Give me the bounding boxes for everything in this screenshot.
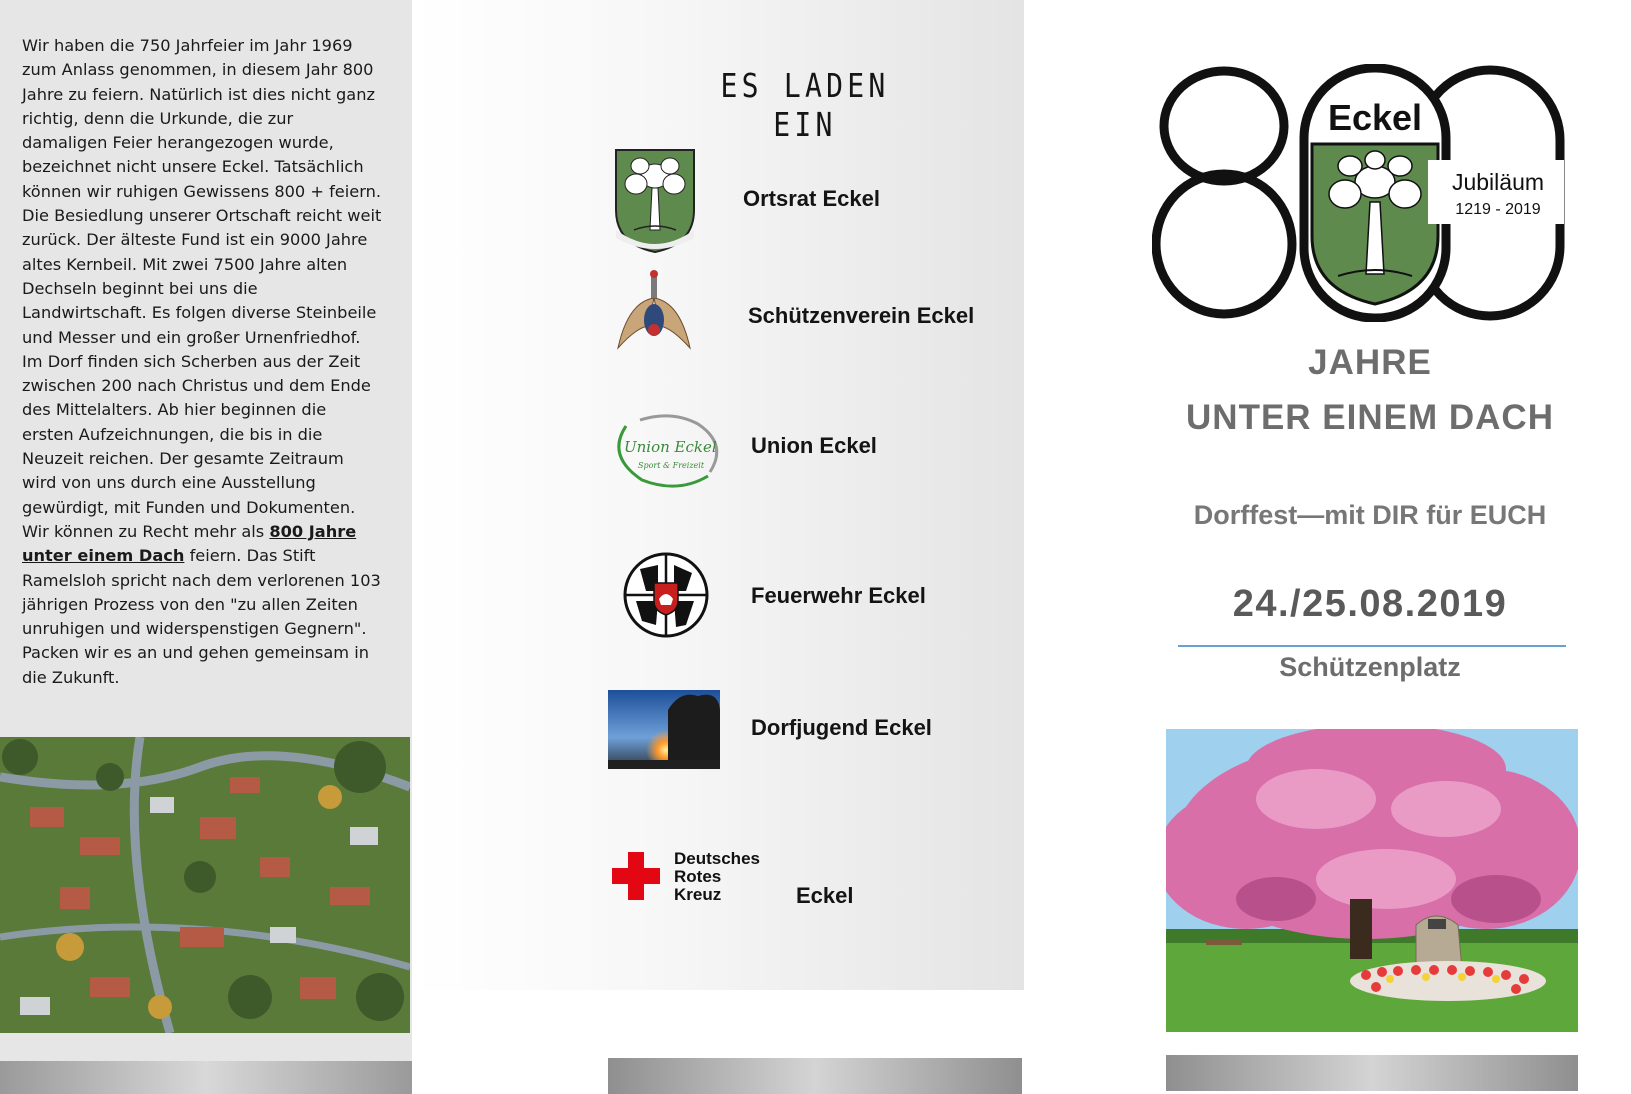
org-name-schuetzenverein: Schützenverein Eckel: [748, 303, 975, 328]
logo-village-name: Eckel: [1327, 97, 1423, 138]
history-intro: Wir haben die 750 Jahrfeier im Jahr 1969 zum Anlass genommen, in diesem Jahr 800 Jahre zu feiern. Natürlich ist dies nicht ganz richtig, denn die Urkunde, die zur damaligen Feier herangezogen wurde, bezeichnet nicht unsere Eckel. Tatsächlich können wir ruhigen Gewissens 800 + feiern. Die Besiedlung unserer Ortschaft reicht weit zurück. Der älteste Fund ist ein 9000 Jahre altes Kernbeil. Mit zwei 7500 Jahre alten Dechseln beginnt bei uns die Landwirtschaft. Es folgen diverse Steinbeile und Messer und ein großer Urnenfriedhof. Im Dorf finden sich Scherben aus der Zeit zwischen 200 nach Christus und dem Ende des Mittelalters. Ab hier beginnen die ersten Aufzeichnungen, die bis in die Neuzeit reichen. Der gesamte Zeitraum wird von uns durch eine Ausstellung gewürdigt, mit Funden und Dokumenten. Wir können zu Recht mehr als: [22, 36, 382, 541]
fire-brigade-emblem-icon: [622, 551, 710, 639]
logo-years: 1219 - 2019: [1455, 201, 1541, 218]
headline-unter-einem-dach: UNTER EINEM DACH: [1186, 398, 1554, 437]
org-name-dorfjugend: Dorfjugend Eckel: [751, 715, 932, 740]
event-subtitle: Dorffest—mit DIR für EUCH: [1193, 500, 1547, 530]
history-text: [22, 34, 382, 690]
history-closing: Packen wir es an und gehen gemeinsam in die Zukunft.: [22, 643, 369, 687]
drk-line-deutsches: Deutsches: [674, 849, 760, 868]
left-panel: [0, 0, 412, 1094]
aerial-village-photo: [0, 737, 410, 1033]
union-eckel-logo: [612, 410, 724, 488]
red-cross-logo: [612, 846, 772, 908]
invite-title: ES LADEN EIN: [720, 66, 890, 144]
history-highlight: 800 Jahre unter einem Dach: [22, 521, 357, 566]
eagle-emblem-icon: [614, 268, 694, 358]
drk-line-rotes: Rotes: [674, 867, 722, 886]
right-footer-bar: [1166, 1055, 1578, 1091]
coat-of-arms-icon: [614, 148, 696, 254]
cherry-tree-photo: [1166, 729, 1578, 1032]
date-divider: [1178, 645, 1566, 647]
logo-jubilee-label: Jubiläum: [1451, 169, 1545, 195]
org-name-ortsrat: Ortsrat Eckel: [743, 186, 880, 211]
org-name-feuerwehr: Feuerwehr Eckel: [751, 583, 926, 608]
headline-jahre: JAHRE: [1308, 343, 1432, 382]
history-continuation: feiern. Das Stift Ramelsloh spricht nach dem verlorenen 103 jährigen Prozess von den "zu allen Zeiten unruhigen und widerspenstigen Gegnern".: [22, 546, 381, 639]
middle-panel: [412, 0, 1024, 990]
middle-footer-bar: [608, 1058, 1022, 1094]
aerial-photo-illustration: [0, 737, 410, 1033]
event-venue: Schützenplatz: [1279, 652, 1461, 682]
left-footer-bar: [0, 1061, 412, 1094]
jubilee-logo: [1152, 64, 1568, 322]
event-date: 24./25.08.2019: [1232, 583, 1508, 625]
history-paragraph: [22, 34, 382, 641]
drk-line-kreuz: Kreuz: [674, 885, 722, 904]
org-name-union: Union Eckel: [751, 433, 877, 458]
org-name-drk: Eckel: [796, 883, 854, 908]
union-logo-subtext: Sport & Freizeit: [638, 461, 705, 470]
union-logo-text: Union Eckel: [624, 438, 717, 456]
sunset-photo: [608, 690, 720, 769]
